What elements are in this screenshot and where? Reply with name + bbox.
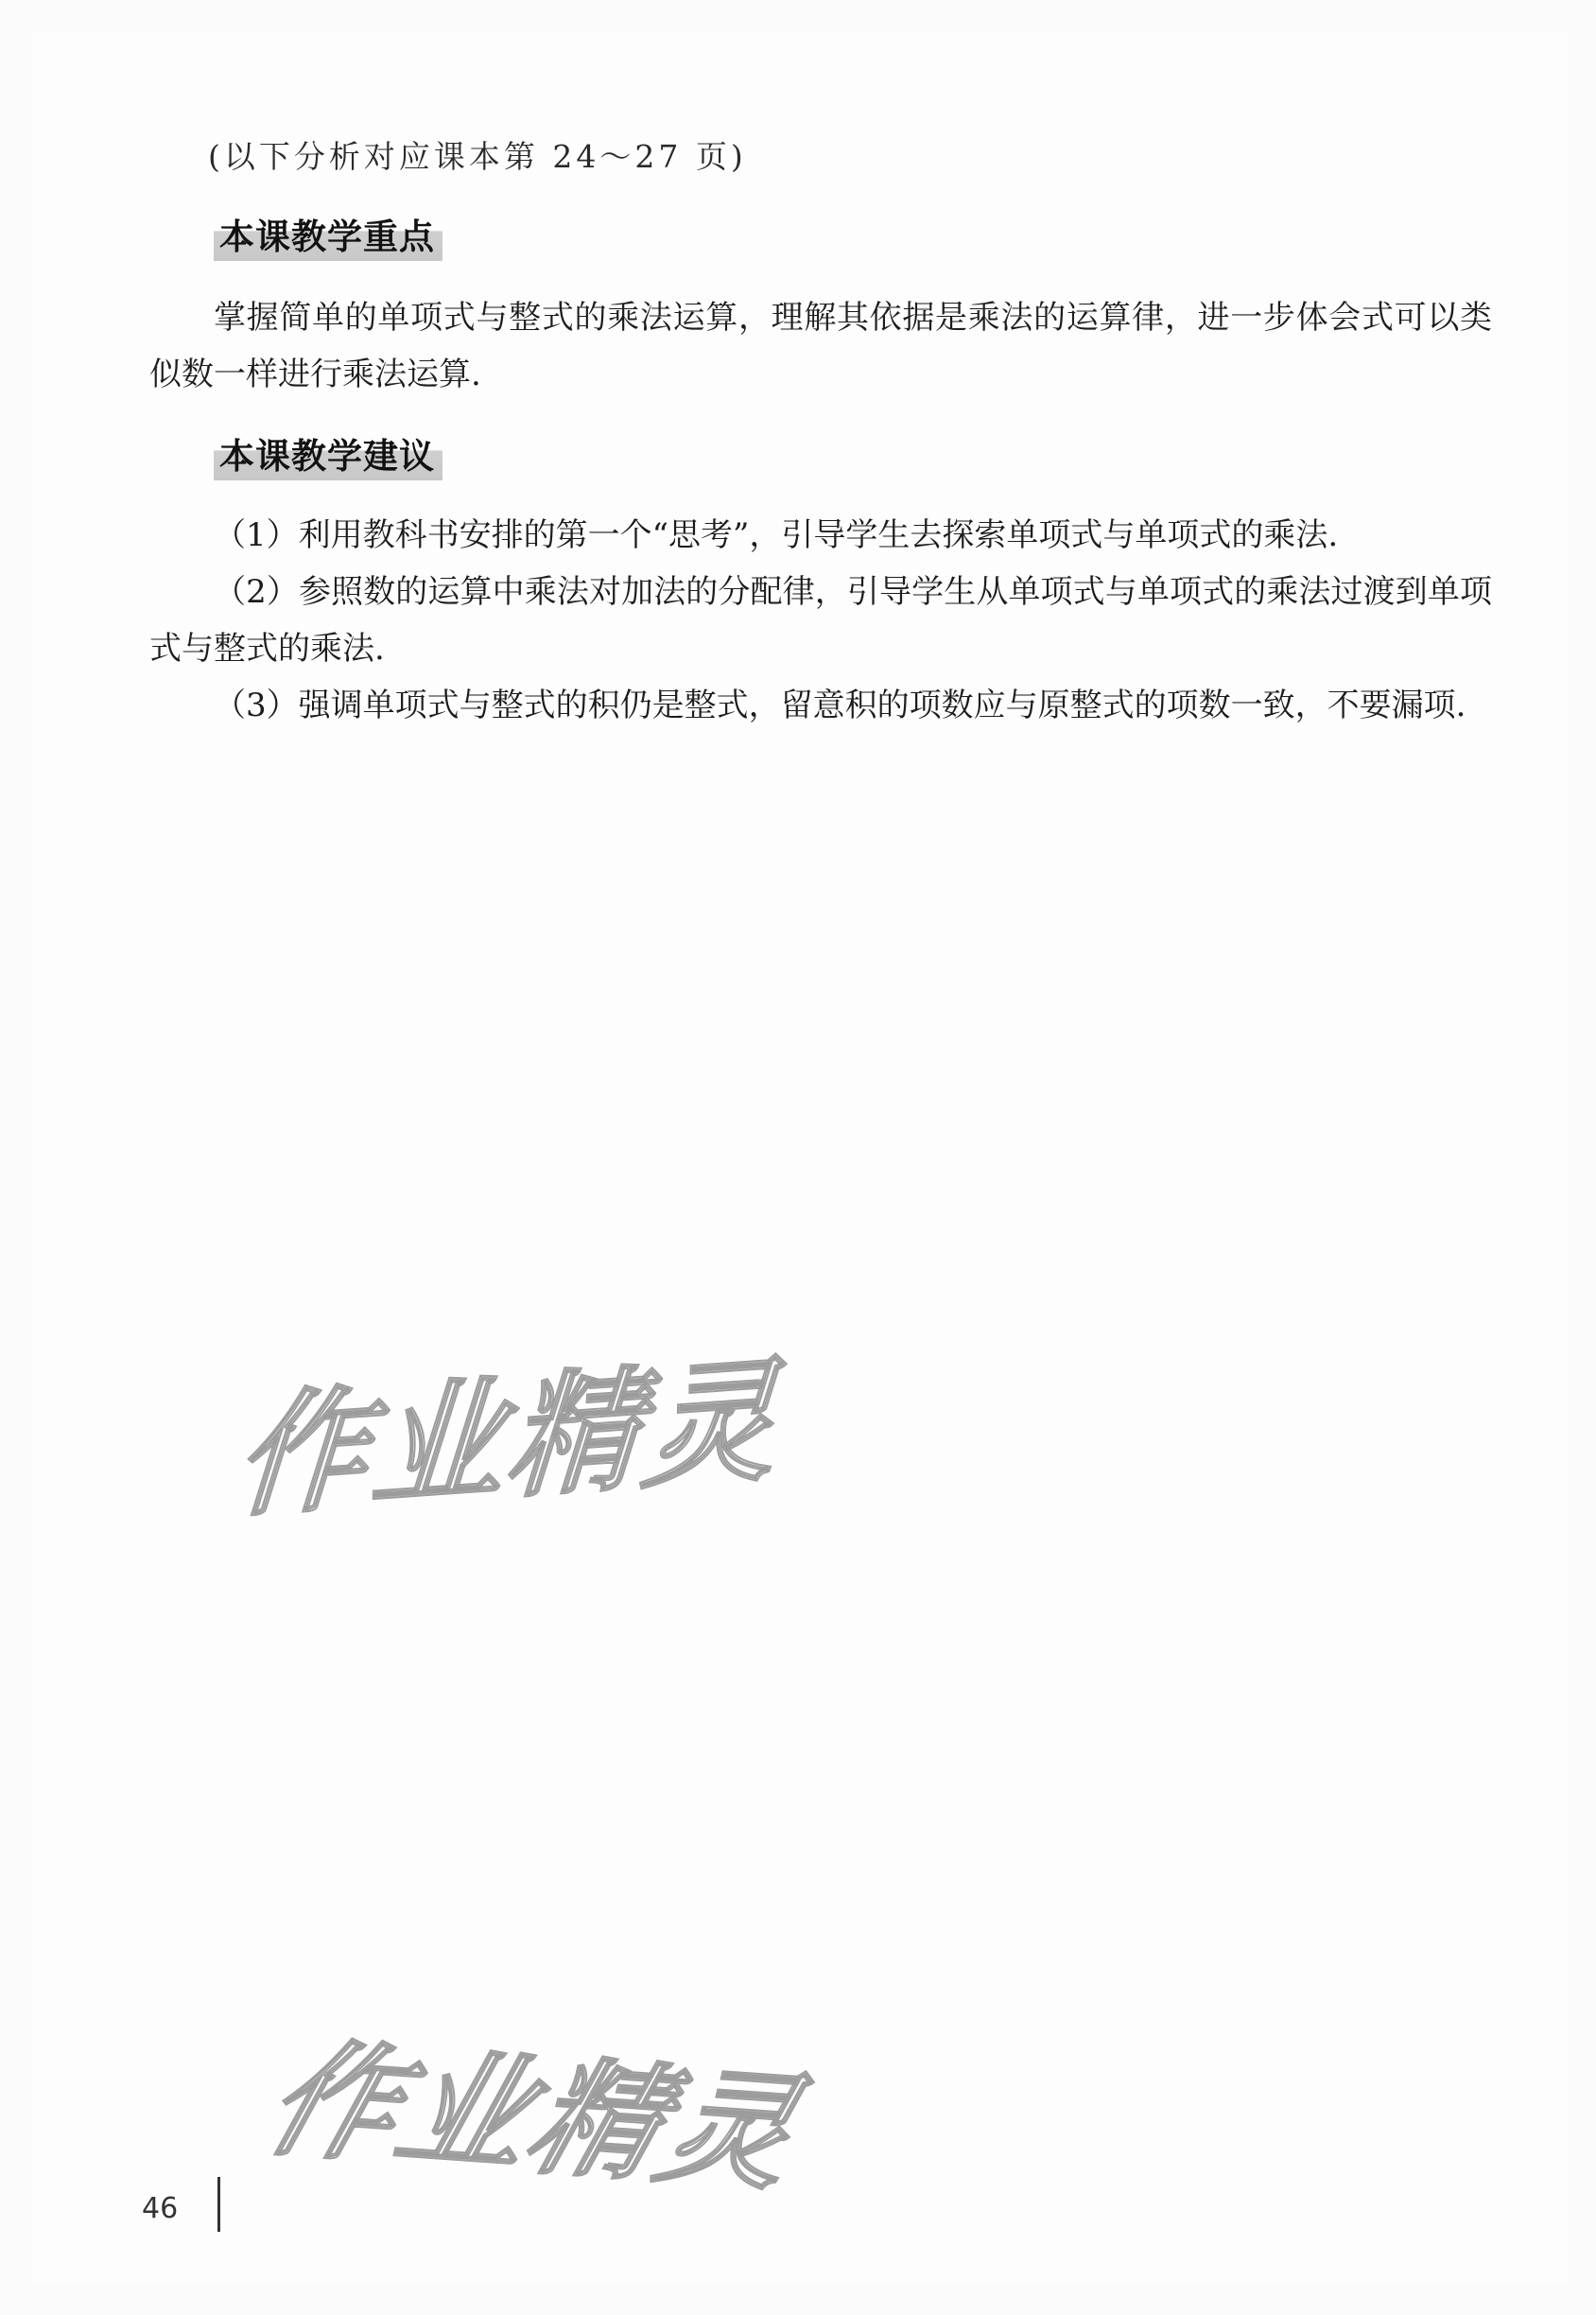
suggestion-item-3: （3）强调单项式与整式的积仍是整式，留意积的项数应与原整式的项数一致，不要漏项. [214, 687, 1466, 724]
suggestion-list [149, 507, 1492, 734]
page-number-divider [217, 2177, 220, 2232]
suggestion-item-2: （2）参照数的运算中乘法对加法的分配律，引导学生从单项式与单项式的乘法过渡到单项式与整式的乘法. [149, 573, 1492, 668]
watermark-upper: 作业精灵 [231, 1343, 786, 1537]
section-heading-suggestions: 本课教学建议 [214, 426, 442, 480]
focus-paragraph: 掌握简单的单项式与整式的乘法运算，理解其依据是乘法的运算律，进一步体会式可以类似数一样进行乘法运算. [149, 299, 1492, 393]
page-reference-note: (以下分析对应课本第 24～27 页) [208, 138, 747, 175]
suggestion-item-1: （1）利用教科书安排的第一个“思考”，引导学生去探索单项式与单项式的乘法. [214, 516, 1339, 554]
section-heading-focus: 本课教学重点 [214, 206, 442, 261]
watermark-lower: 作业精灵 [251, 2025, 818, 2208]
page-number: 46 [142, 2192, 179, 2225]
